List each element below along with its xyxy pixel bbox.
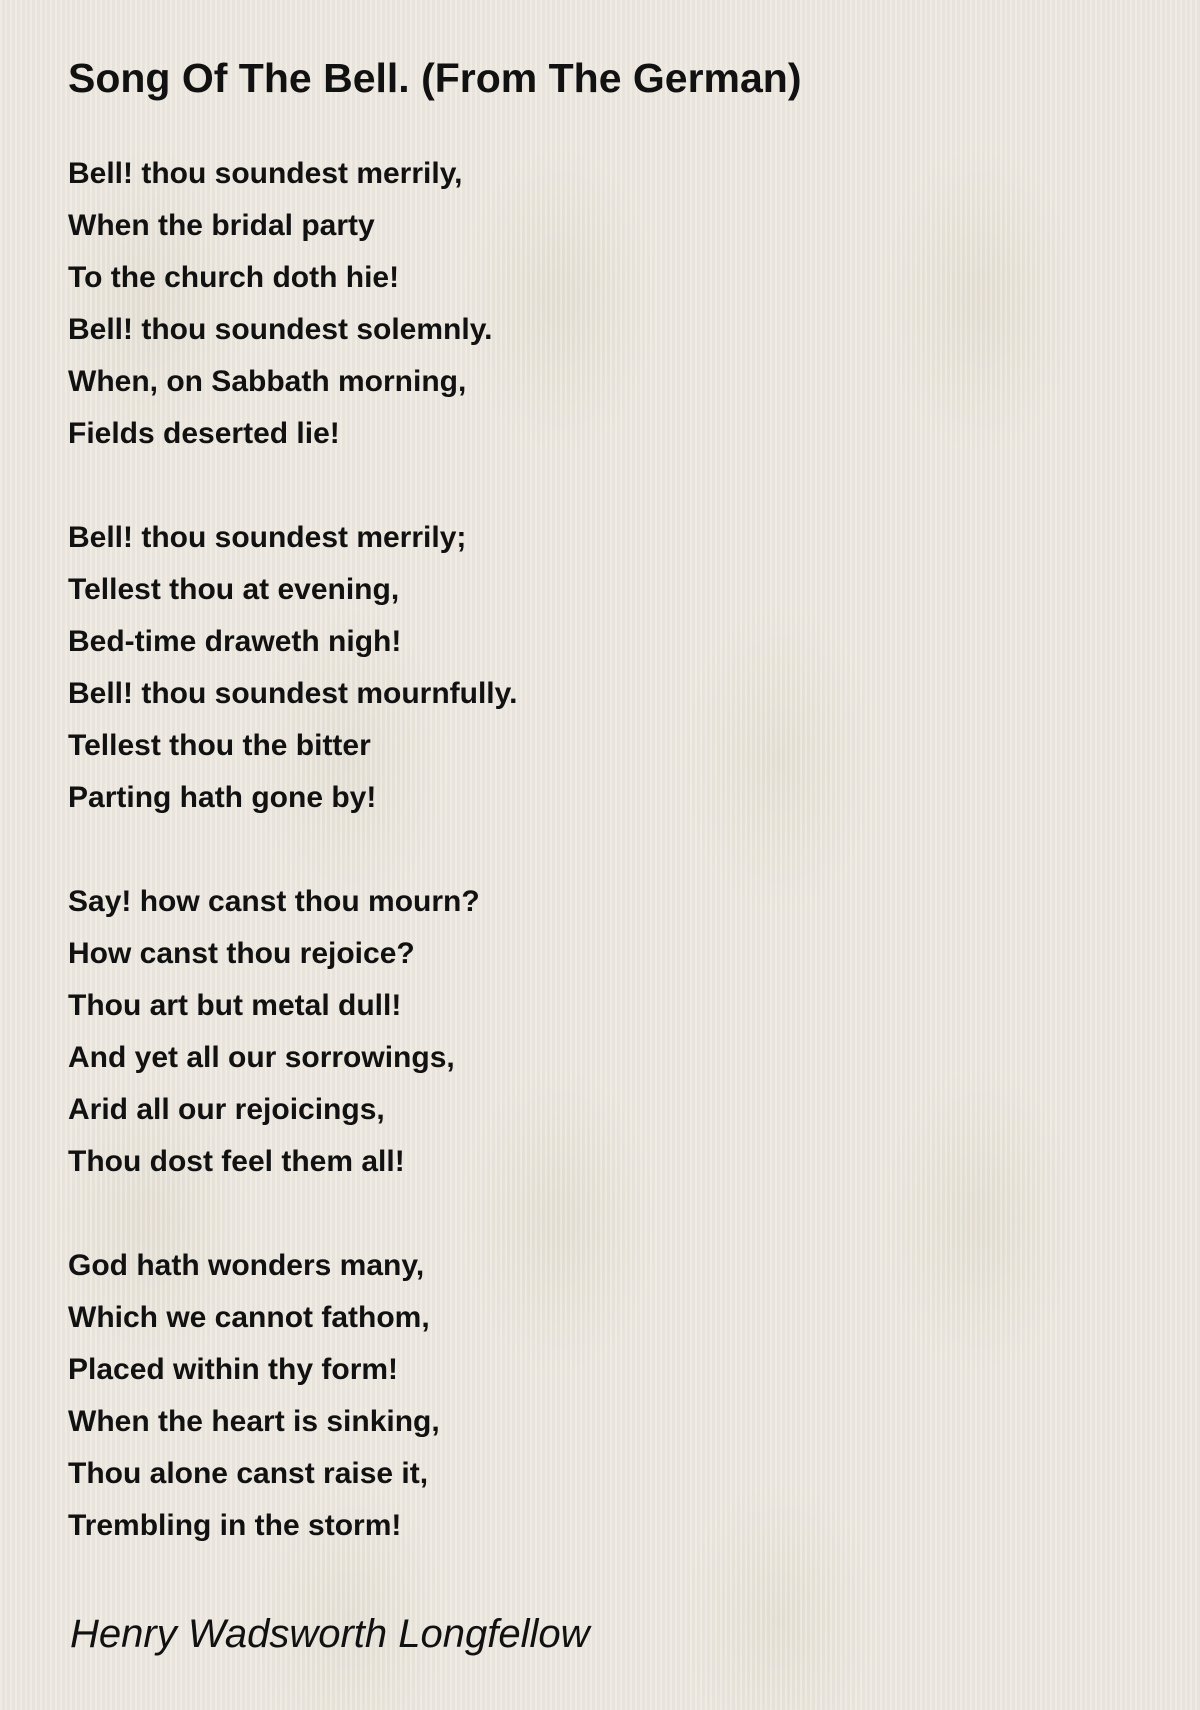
poem-line: Bed-time draweth nigh! bbox=[68, 625, 402, 658]
poem-line: Thou art but metal dull! bbox=[68, 989, 402, 1022]
stanza-4 bbox=[68, 1240, 1068, 1552]
poem-line: Thou alone canst raise it, bbox=[68, 1457, 429, 1490]
poem-line: How canst thou rejoice? bbox=[68, 937, 415, 970]
poem-line: Placed within thy form! bbox=[68, 1353, 399, 1386]
poem-line: When the bridal party bbox=[68, 209, 375, 242]
poem-body bbox=[68, 148, 1068, 1604]
poem-line: Tellest thou at evening, bbox=[68, 573, 400, 606]
stanza-3 bbox=[68, 876, 1068, 1188]
poem-line: Arid all our rejoicings, bbox=[68, 1093, 385, 1126]
poem-line: Parting hath gone by! bbox=[68, 781, 377, 814]
stanza-2 bbox=[68, 512, 1068, 824]
poem-line: Fields deserted lie! bbox=[68, 417, 340, 450]
poem-line: Trembling in the storm! bbox=[68, 1509, 402, 1542]
poem-line: Thou dost feel them all! bbox=[68, 1145, 405, 1178]
poem-line: God hath wonders many, bbox=[68, 1249, 425, 1282]
poem-line: Bell! thou soundest solemnly. bbox=[68, 313, 493, 346]
poem-line: Tellest thou the bitter bbox=[68, 729, 371, 762]
poem-line: And yet all our sorrowings, bbox=[68, 1041, 455, 1074]
poem-line: When the heart is sinking, bbox=[68, 1405, 440, 1438]
poem-line: Bell! thou soundest mournfully. bbox=[68, 677, 518, 710]
poem-line: When, on Sabbath morning, bbox=[68, 365, 467, 398]
poem-line: Bell! thou soundest merrily; bbox=[68, 521, 467, 554]
poem-line: To the church doth hie! bbox=[68, 261, 400, 294]
poem-line: Bell! thou soundest merrily, bbox=[68, 157, 463, 190]
poem-author: Henry Wadsworth Longfellow bbox=[70, 1612, 590, 1656]
poem-line: Which we cannot fathom, bbox=[68, 1301, 430, 1334]
poem-title: Song Of The Bell. (From The German) bbox=[68, 55, 802, 101]
stanza-1 bbox=[68, 148, 1068, 460]
poem-line: Say! how canst thou mourn? bbox=[68, 885, 480, 918]
